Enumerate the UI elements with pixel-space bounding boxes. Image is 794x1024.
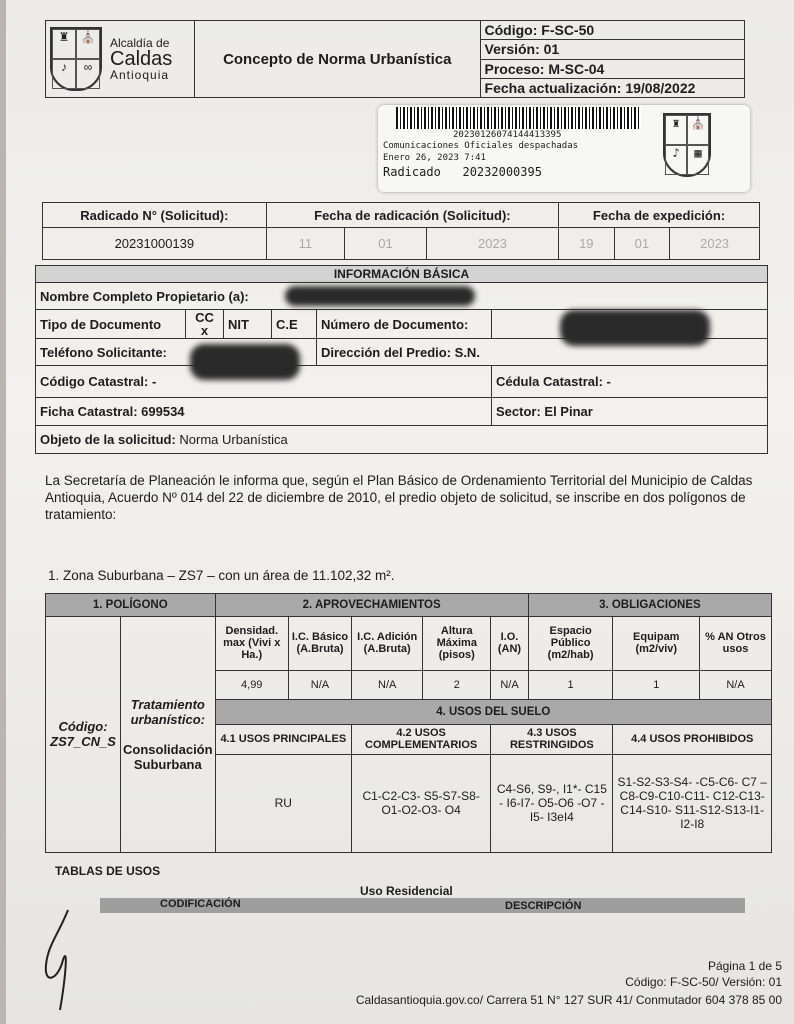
ficha-catastral-field: Ficha Catastral: 699534 [36, 398, 492, 426]
value-cell: 1 [613, 670, 700, 699]
tablas-usos-heading: TABLAS DE USOS [55, 864, 161, 878]
propietario-field: Nombre Completo Propietario (a): [36, 283, 768, 310]
value-cell: N/A [352, 670, 423, 699]
codificacion-header: CODIFICACIÓN [160, 898, 241, 910]
col-header: Densidad. max (Vivi x Ha.) [215, 616, 288, 670]
zona-heading: 1. Zona Suburbana – ZS7 – con un área de 11.102,32 m². [48, 568, 395, 583]
fecha-actualizacion: Fecha actualización: 19/08/2022 [480, 78, 744, 97]
document-header [45, 20, 745, 98]
tratamiento-label: Tratamiento urbanístico: [130, 696, 205, 727]
proceso: Proceso: M-SC-04 [480, 59, 744, 78]
telefono-field: Teléfono Solicitante: [36, 339, 317, 366]
objeto-field [36, 426, 768, 454]
cedula-catastral-field: Cédula Catastral: - [492, 366, 768, 398]
redaction [285, 286, 475, 306]
usos-value: S1-S2-S3-S4- -C5-C6- C7 – C8-C9-C10-C11- C12-C13- C14-S10- S11-S12-S13-I1-I2-I8 [613, 754, 772, 852]
rad-month: 01 [345, 228, 427, 260]
col-header: Altura Máxima (pisos) [423, 616, 491, 670]
section-title: INFORMACIÓN BÁSICA [36, 266, 768, 283]
barcode [396, 107, 641, 129]
stamp-radicado-value: 20232000395 [462, 165, 542, 179]
logo-text: Antioquia [110, 68, 170, 82]
codigo: Código: F-SC-50 [480, 21, 744, 40]
radicado-table [42, 202, 760, 260]
signature [38, 905, 88, 1015]
value-cell: N/A [288, 670, 351, 699]
usos-value: C4-S6, S9-, I1*- C15 - I6-I7- O5-O6 -O7 -I5- I3eI4 [491, 754, 613, 852]
usos-header: 4.4 USOS PROHIBIDOS [613, 724, 772, 754]
direccion-field: Dirección del Predio: S.N. [317, 339, 768, 366]
nit-option: NIT [224, 310, 272, 339]
alcaldia-logo [50, 27, 190, 91]
descripcion-header: DESCRIPCIÓN [505, 900, 582, 912]
usos-suelo-header: 4. USOS DEL SUELO [215, 699, 771, 724]
usos-header: 4.1 USOS PRINCIPALES [215, 724, 351, 754]
value-cell: 4,99 [215, 670, 288, 699]
tipo-documento-label: Tipo de Documento [36, 310, 186, 339]
stamp-line: Comunicaciones Oficiales despachadas [383, 141, 579, 151]
objeto-label: Objeto de la solicitud: [40, 432, 176, 447]
radicado-sticker [378, 105, 750, 192]
barcode-number: 20230126074144413395 [453, 130, 562, 140]
footer-codigo: Código: F-SC-50/ Versión: 01 [625, 975, 782, 989]
page-number: Página 1 de 5 [707, 959, 782, 973]
intro-paragraph: La Secretaría de Planeación le informa que, según el Plan Básico de Ordenamiento Territorial del Municipio de Caldas Antioquia, Acuerdo Nº 014 del 22 de diciembre de 2010, el predio objeto de solicitud, se inscribe en dos polígonos de tratamiento: [45, 473, 753, 522]
document-title: Concepto de Norma Urbanística [195, 21, 481, 98]
sector-field: Sector: El Pinar [492, 398, 768, 426]
rad-year: 2023 [426, 228, 558, 260]
redaction [560, 310, 710, 346]
logo-text: Caldas [110, 48, 173, 70]
uso-residencial-heading: Uso Residencial [360, 884, 453, 898]
col-header: % AN Otros usos [700, 616, 772, 670]
radicado-header: Radicado N° (Solicitud): [43, 203, 267, 228]
cc-checked-mark: x [200, 323, 209, 338]
obligaciones-header: 3. OBLIGACIONES [528, 594, 771, 617]
version: Versión: 01 [480, 40, 744, 59]
footer-contact: Caldasantioquia.gov.co/ Carrera 51 N° 127 SUR 41/ Conmutador 604 378 85 00 [355, 993, 782, 1007]
coat-of-arms-icon: ♜ ⛪ ♪ ∞ [50, 27, 102, 91]
value-cell: N/A [491, 670, 529, 699]
value-cell: 1 [528, 670, 613, 699]
logo-text: Alcaldía de [110, 36, 170, 50]
page-footer [356, 958, 782, 1008]
value-cell: 2 [423, 670, 491, 699]
exp-day: 19 [559, 228, 615, 260]
col-header: I.O. (AN) [491, 616, 529, 670]
fecha-radicacion-header: Fecha de radicación (Solicitud): [266, 203, 558, 228]
codigo-poligono: Código: ZS7_CN_S [46, 616, 121, 852]
codigo-catastral-field: Código Catastral: - [36, 366, 492, 398]
poligono-table [45, 593, 772, 853]
col-header: I.C. Adición (A.Bruta) [352, 616, 423, 670]
exp-month: 01 [614, 228, 670, 260]
cc-option: CC [195, 310, 214, 325]
value-cell: N/A [700, 670, 772, 699]
tratamiento-value: Consolidación Suburbana [123, 741, 213, 772]
usos-header: 4.2 USOS COMPLEMENTARIOS [352, 724, 491, 754]
codificacion-header-bar [100, 898, 745, 913]
exp-year: 2023 [670, 228, 760, 260]
poligono-header: 1. POLÍGONO [46, 594, 216, 617]
stamp-date: Enero 26, 2023 7:41 [383, 153, 486, 163]
ce-option: C.E [272, 310, 317, 339]
col-header: I.C. Básico (A.Bruta) [288, 616, 351, 670]
usos-value: C1-C2-C3- S5-S7-S8- O1-O2-O3- O4 [352, 754, 491, 852]
seal-icon: ♜ ⛪ ♪ ▦ [663, 113, 711, 177]
usos-value: RU [215, 754, 351, 852]
radicado-number: 20231000139 [43, 228, 267, 260]
col-header: Equipam (m2/viv) [613, 616, 700, 670]
objeto-value: Norma Urbanística [175, 432, 288, 447]
stamp-radicado-label: Radicado [383, 165, 441, 179]
redaction [190, 344, 300, 380]
rad-day: 11 [266, 228, 344, 260]
usos-header: 4.3 USOS RESTRINGIDOS [491, 724, 613, 754]
fecha-expedicion-header: Fecha de expedición: [559, 203, 760, 228]
numero-documento-field: Número de Documento: [317, 310, 492, 339]
col-header: Espacio Público (m2/hab) [528, 616, 613, 670]
aprovechamientos-header: 2. APROVECHAMIENTOS [215, 594, 528, 617]
